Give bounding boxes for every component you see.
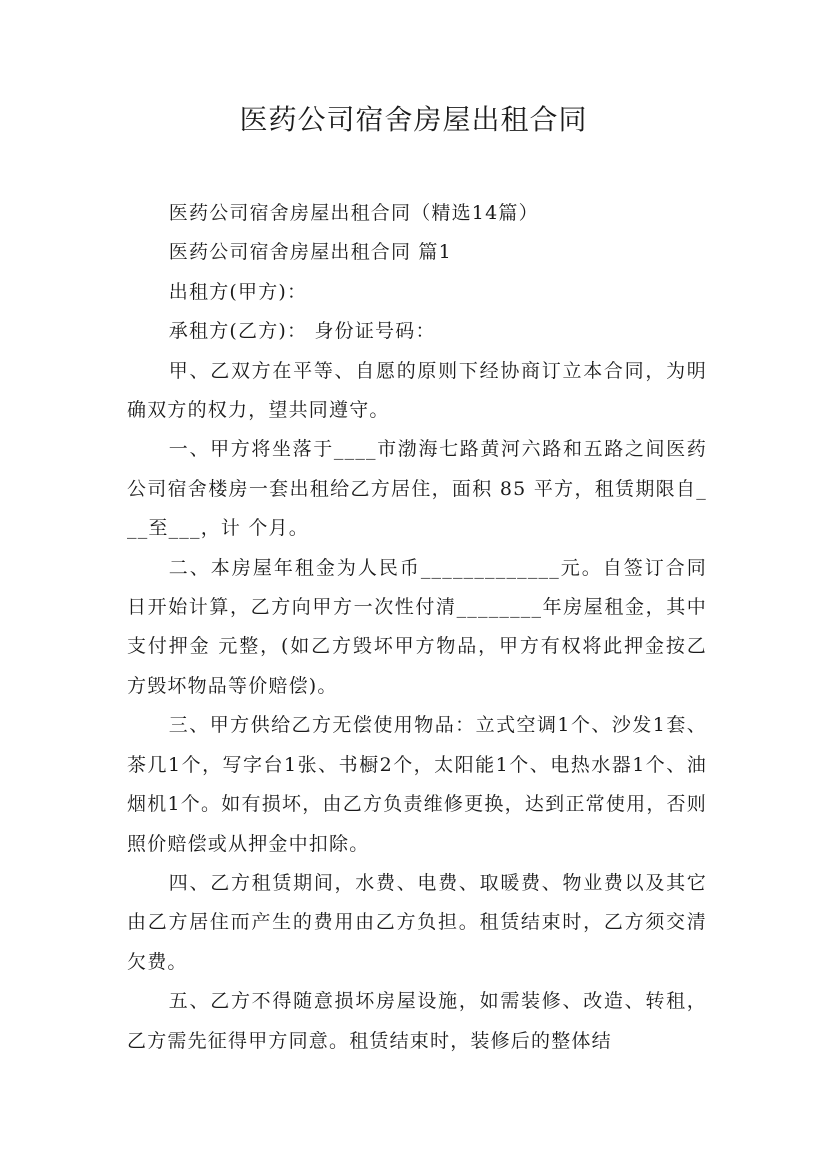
paragraph-subtitle: 医药公司宿舍房屋出租合同（精选14篇）: [168, 202, 539, 224]
paragraph-clause-5: 五、乙方不得随意损坏房屋设施，如需装修、改造、转租，乙方需先征得甲方同意。租赁结束时，装修后的整体结: [127, 990, 707, 1052]
paragraph-clause-2: 二、本房屋年租金为人民币_____________元。自签订合同日开始计算，乙方向甲方一次性付清________年房屋租金，其中支付押金 元整，(如乙方毁坏甲方物品，甲方有权将此押金按乙方毁坏物品等价赔偿)。: [127, 556, 707, 697]
paragraph-lessor: 出租方(甲方)：: [168, 280, 308, 303]
paragraph-preamble: 甲、乙双方在平等、自愿的原则下经协商订立本合同，为明确双方的权力，望共同遵守。: [127, 359, 707, 422]
paragraph-clause-4: 四、乙方租赁期间，水费、电费、取暖费、物业费以及其它由乙方居住而产生的费用由乙方负担。租赁结束时，乙方须交清欠费。: [127, 871, 707, 973]
paragraph-clause-3: 三、甲方供给乙方无偿使用物品：立式空调1个、沙发1套、茶几1个，写字台1张、书橱2个，太阳能1个、电热水器1个、油烟机1个。如有损坏，由乙方负责维修更换，达到正常使用，否则照价赔偿或从押金中扣除。: [127, 714, 707, 855]
document-title: 医药公司宿舍房屋出租合同: [239, 103, 588, 136]
paragraph-lessee: 承租方(乙方)： 身份证号码：: [168, 320, 436, 343]
paragraph-clause-1: 一、甲方将坐落于____市渤海七路黄河六路和五路之间医药公司宿舍楼房一套出租给乙方居住，面积 85 平方，租赁期限自___至___，计 个月。: [127, 438, 707, 540]
document-body: [127, 194, 707, 1061]
paragraph-section-heading: 医药公司宿舍房屋出租合同 篇1: [168, 241, 452, 264]
